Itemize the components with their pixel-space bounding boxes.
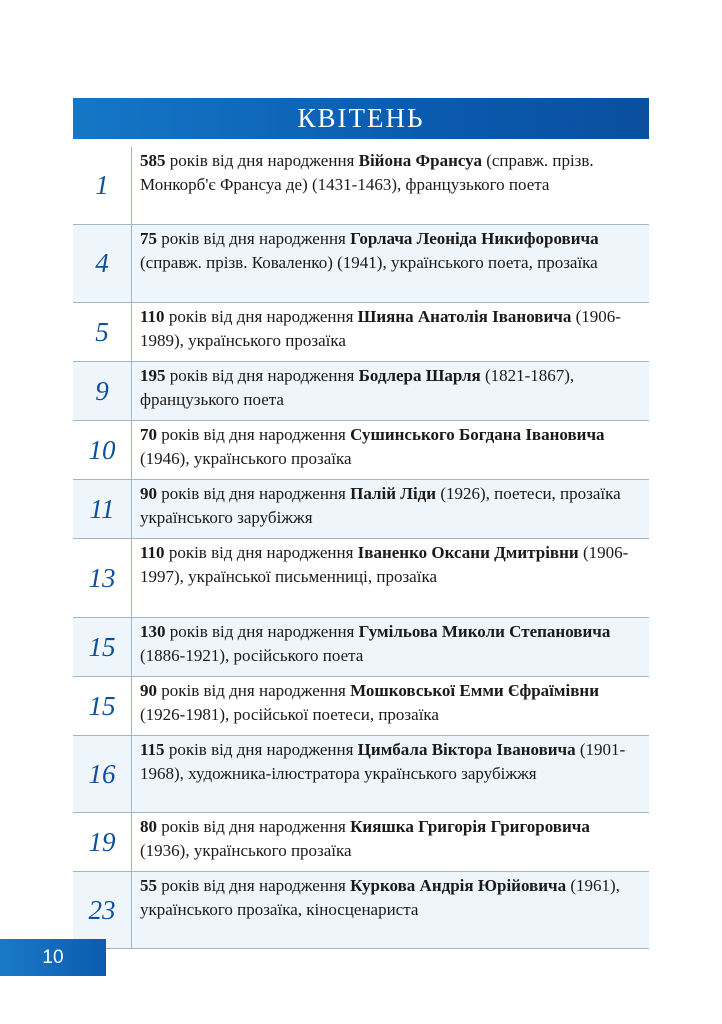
person-name: Палій Ліди bbox=[350, 484, 437, 503]
event-description bbox=[132, 480, 649, 538]
table-row bbox=[73, 147, 649, 225]
table-row bbox=[73, 677, 649, 736]
anniversary-phrase: років від дня народження bbox=[157, 425, 351, 444]
years-count: 80 bbox=[140, 817, 157, 836]
years-count: 55 bbox=[140, 876, 157, 895]
anniversary-phrase: років від дня народження bbox=[165, 622, 359, 641]
day-number: 5 bbox=[73, 303, 132, 361]
years-count: 130 bbox=[140, 622, 166, 641]
anniversary-phrase: років від дня народження bbox=[165, 151, 359, 170]
years-count: 70 bbox=[140, 425, 157, 444]
person-name: Іваненко Оксани Дмитрівни bbox=[357, 543, 579, 562]
table-row bbox=[73, 539, 649, 618]
day-number: 13 bbox=[73, 539, 132, 617]
day-number: 11 bbox=[73, 480, 132, 538]
person-details: (1936), українського прозаїка bbox=[140, 840, 352, 860]
person-name: Бодлера Шарля bbox=[358, 366, 481, 385]
years-count: 195 bbox=[140, 366, 166, 385]
event-description bbox=[132, 813, 649, 871]
person-name: Куркова Андрія Юрійовича bbox=[350, 876, 567, 895]
years-count: 115 bbox=[140, 740, 165, 759]
event-description bbox=[132, 618, 649, 676]
table-row bbox=[73, 480, 649, 539]
anniversary-phrase: років від дня народження bbox=[157, 817, 351, 836]
anniversary-phrase: років від дня народження bbox=[164, 543, 358, 562]
day-number: 10 bbox=[73, 421, 132, 479]
person-details: (1906-1989), українського прозаїка bbox=[140, 307, 621, 350]
anniversary-table bbox=[73, 147, 649, 949]
person-details: (1946), українського прозаїка bbox=[140, 448, 352, 468]
anniversary-phrase: років від дня народження bbox=[164, 307, 358, 326]
table-row bbox=[73, 618, 649, 677]
anniversary-phrase: років від дня народження bbox=[157, 681, 351, 700]
day-number: 16 bbox=[73, 736, 132, 812]
table-row bbox=[73, 872, 649, 949]
day-number: 15 bbox=[73, 618, 132, 676]
table-row bbox=[73, 736, 649, 813]
years-count: 90 bbox=[140, 681, 157, 700]
person-name: Мошковської Емми Єфраїмівни bbox=[350, 681, 599, 700]
person-name: Цимбала Віктора Івановича bbox=[357, 740, 576, 759]
day-number: 9 bbox=[73, 362, 132, 420]
anniversary-phrase: років від дня народження bbox=[165, 366, 359, 385]
event-description bbox=[132, 539, 649, 617]
anniversary-phrase: років від дня народження bbox=[164, 740, 358, 759]
person-name: Війона Франсуа bbox=[358, 151, 482, 170]
table-row bbox=[73, 362, 649, 421]
event-description bbox=[132, 225, 649, 302]
day-number: 15 bbox=[73, 677, 132, 735]
person-details: (1821-1867), французького поета bbox=[140, 366, 575, 409]
page-number-badge bbox=[0, 939, 106, 976]
day-number: 23 bbox=[73, 872, 132, 948]
person-name: Гумільова Миколи Степановича bbox=[358, 622, 611, 641]
month-title: КВІТЕНЬ bbox=[297, 103, 425, 133]
person-details: (1901-1968), художника-ілюстратора українського зарубіжжя bbox=[140, 740, 626, 783]
anniversary-phrase: років від дня народження bbox=[157, 876, 351, 895]
page-number: 10 bbox=[42, 946, 64, 968]
day-number: 1 bbox=[73, 147, 132, 224]
table-row bbox=[73, 813, 649, 872]
day-number: 4 bbox=[73, 225, 132, 302]
month-header bbox=[73, 98, 649, 139]
event-description bbox=[132, 362, 649, 420]
years-count: 90 bbox=[140, 484, 157, 503]
years-count: 585 bbox=[140, 151, 166, 170]
table-row bbox=[73, 421, 649, 480]
event-description bbox=[132, 421, 649, 479]
person-details: (1926), поетеси, прозаїка українського зарубіжжя bbox=[140, 484, 621, 527]
event-description bbox=[132, 872, 649, 948]
anniversary-phrase: років від дня народження bbox=[157, 484, 351, 503]
years-count: 110 bbox=[140, 543, 165, 562]
event-description bbox=[132, 736, 649, 812]
person-name: Сушинського Богдана Івановича bbox=[350, 425, 605, 444]
person-details: (справж. прізв. Монкорб'є Франсуа де) (1431-1463), французького поета bbox=[140, 151, 594, 194]
person-name: Горлача Леоніда Никифоровича bbox=[350, 229, 599, 248]
person-name: Кияшка Григорія Григоровича bbox=[350, 817, 590, 836]
day-number: 19 bbox=[73, 813, 132, 871]
person-details: (1886-1921), російського поета bbox=[140, 645, 364, 665]
years-count: 110 bbox=[140, 307, 165, 326]
event-description bbox=[132, 677, 649, 735]
years-count: 75 bbox=[140, 229, 157, 248]
person-details: (1961), українського прозаїка, кіносценариста bbox=[140, 876, 620, 919]
event-description bbox=[132, 303, 649, 361]
person-details: (1906-1997), української письменниці, прозаїка bbox=[140, 543, 629, 586]
event-description bbox=[132, 147, 649, 224]
person-details: (1926-1981), російської поетеси, прозаїка bbox=[140, 704, 439, 724]
person-details: (справж. прізв. Коваленко) (1941), українського поета, прозаїка bbox=[140, 252, 598, 272]
person-name: Шияна Анатолія Івановича bbox=[357, 307, 572, 326]
table-row bbox=[73, 303, 649, 362]
table-row bbox=[73, 225, 649, 303]
anniversary-phrase: років від дня народження bbox=[157, 229, 351, 248]
